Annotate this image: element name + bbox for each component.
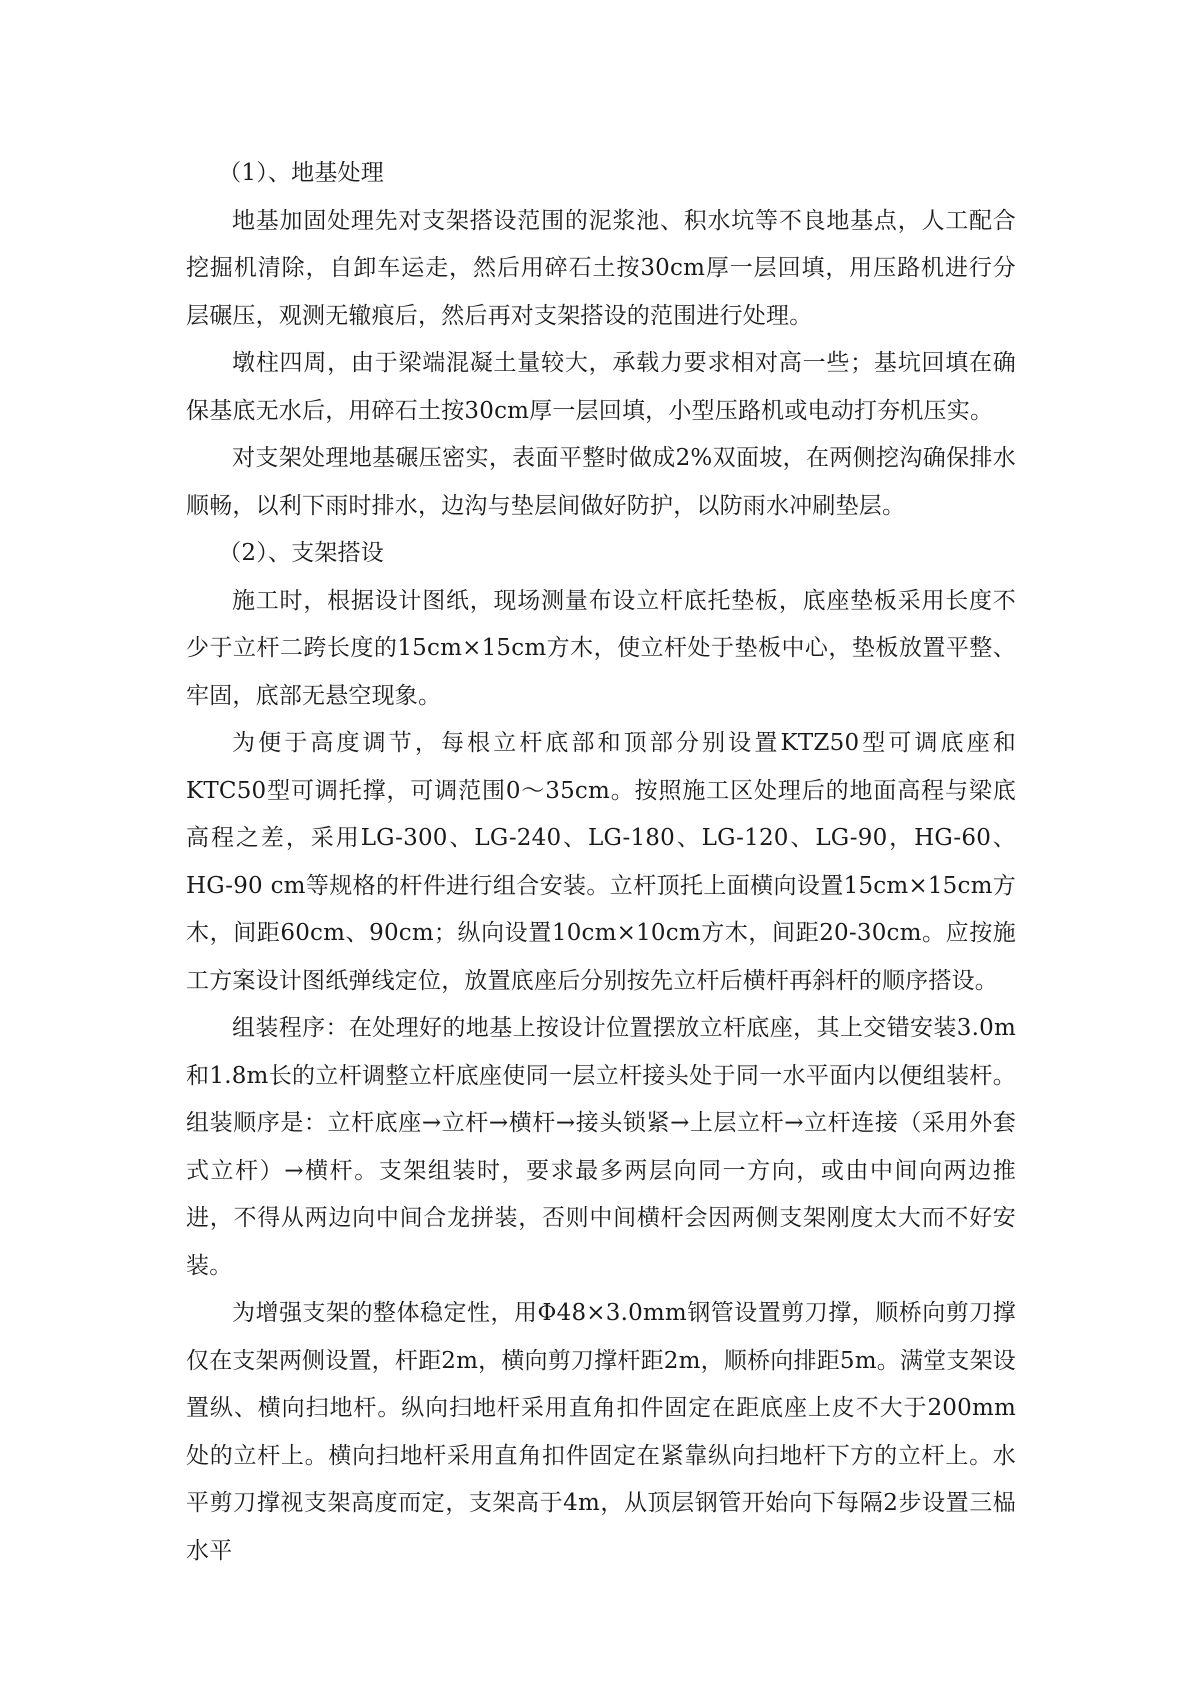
section-heading-foundation: （1）、地基处理 — [218, 160, 384, 186]
paragraph-assembly-procedure: 组装程序：在处理好的地基上按设计位置摆放立杆底座，其上交错安装3.0m和1.8m长的立杆调整立杆底座使同一层立杆接头处于同一水平面内以便组装杆。组装顺序是：立杆底座→立杆→横杆→接头锁紧→上层立杆→立杆连接（采用外套式立杆）→横杆。支架组装时，要求最多两层向同一方向，或由中间向两边推进，不得从两边向中间合龙拼装，否则中间横杆会因两侧支架刚度太大而不好安装。 — [186, 1015, 1016, 1279]
paragraph-pier-surroundings: 墩柱四周，由于梁端混凝土量较大，承载力要求相对高一些；基坑回填在确保基底无水后，用碎石土按30cm厚一层回填，小型压路机或电动打夯机压实。 — [186, 350, 1016, 424]
paragraph-bracing: 为增强支架的整体稳定性，用Φ48×3.0mm钢管设置剪刀撑，顺桥向剪刀撑仅在支架两侧设置，杆距2m，横向剪刀撑杆距2m，顺桥向排距5m。满堂支架设置纵、横向扫地杆。纵向扫地杆采用直角扣件固定在距底座上皮不大于200mm处的立杆上。横向扫地杆采用直角扣件固定在紧靠纵向扫地杆下方的立杆上。水平剪刀撑视支架高度而定，支架高于4m，从顶层钢管开始向下每隔2步设置三榀水平 — [186, 1300, 1016, 1564]
section-heading-scaffold: （2）、支架搭设 — [218, 540, 384, 566]
paragraph-compaction-drainage: 对支架处理地基碾压密实，表面平整时做成2%双面坡，在两侧挖沟确保排水顺畅，以利下雨时排水，边沟与垫层间做好防护，以防雨水冲刷垫层。 — [186, 445, 1016, 519]
paragraph-height-adjustment: 为便于高度调节，每根立杆底部和顶部分别设置KTZ50型可调底座和KTC50型可调托撑，可调范围0～35cm。按照施工区处理后的地面高程与梁底高程之差，采用LG-300、LG-240、LG-180、LG-120、LG-90，HG-60、HG-90 cm等规格的杆件进行组合安装。立杆顶托上面横向设置15cm×15cm方木，间距60cm、90cm；纵向设置10cm×10cm方木，间距20-30cm。应按施工方案设计图纸弹线定位，放置底座后分别按先立杆后横杆再斜杆的顺序搭设。 — [186, 730, 1016, 994]
document-body — [186, 150, 1016, 1575]
paragraph-construction-base: 施工时，根据设计图纸，现场测量布设立杆底托垫板，底座垫板采用长度不少于立杆二跨长度的15cm×15cm方木，使立杆处于垫板中心，垫板放置平整、牢固，底部无悬空现象。 — [186, 587, 1016, 709]
paragraph-foundation-reinforcement: 地基加固处理先对支架搭设范围的泥浆池、积水坑等不良地基点，人工配合挖掘机清除，自卸车运走，然后用碎石土按30cm厚一层回填，用压路机进行分层碾压，观测无辙痕后，然后再对支架搭设的范围进行处理。 — [186, 207, 1016, 329]
